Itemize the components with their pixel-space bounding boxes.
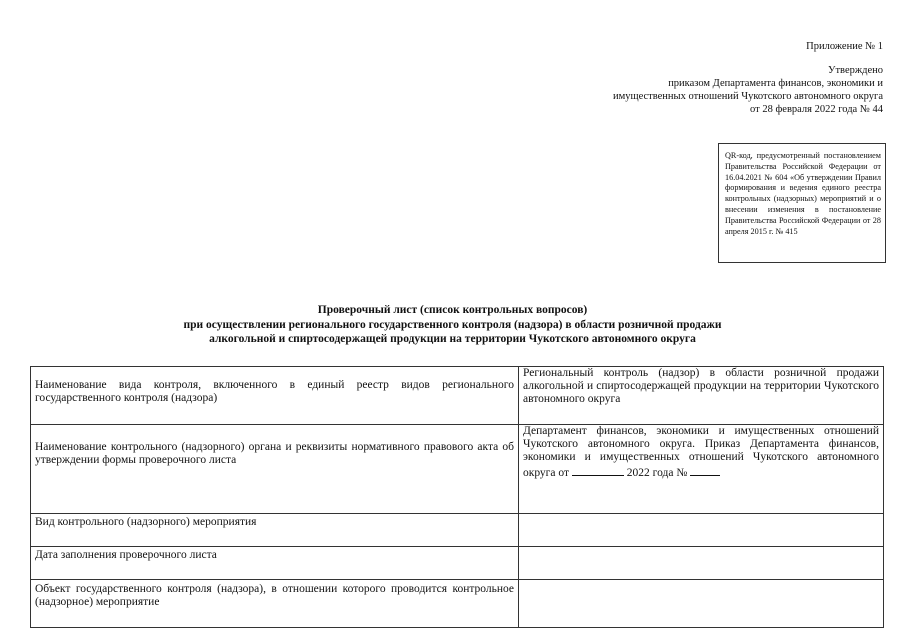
- approval-line: от 28 февраля 2022 года № 44: [750, 104, 883, 115]
- approval-line: Утверждено: [828, 65, 883, 76]
- row-label: Вид контрольного (надзорного) мероприятия: [31, 514, 519, 547]
- approval-line: имущественных отношений Чукотского автономного округа: [612, 91, 883, 102]
- qr-code-note: QR-код, предусмотренный постановлением Правительства Российской Федерации от 16.04.2021 № 604 «Об утверждении Правил формирования и ведения единого реестра контрольных (надзорных) мероприятий и о внесении изменения в постановление Правительства Российской Федерации от 28 апреля 2015 г. № 415: [725, 151, 881, 236]
- order-text: Департамент финансов, экономики и имущественных отношений Чукотского автономного округа. Приказ Департамента финансов, экономики и имущественных отношений Чукотского автономного округа от: [523, 425, 879, 479]
- row-label: Наименование вида контроля, включенного в единый реестр видов регионального государственного контроля (надзора): [31, 367, 519, 425]
- row-label: Дата заполнения проверочного листа: [31, 547, 519, 580]
- table-row: [31, 514, 884, 547]
- checklist-table: [30, 366, 884, 628]
- table-row: [31, 580, 884, 628]
- row-label: Наименование контрольного (надзорного) органа и реквизиты нормативного правового акта об утверждении формы проверочного листа: [31, 425, 519, 514]
- title-line: при осуществлении регионального государственного контроля (надзора) в области розничной продажи: [183, 318, 722, 331]
- approval-line: приказом Департамента финансов, экономики и: [668, 78, 883, 89]
- table-row: [31, 547, 884, 580]
- row-value-field[interactable]: [519, 580, 884, 628]
- row-value: [519, 425, 884, 514]
- document-title: [0, 303, 905, 347]
- row-value-field[interactable]: [519, 547, 884, 580]
- row-value-field[interactable]: [519, 514, 884, 547]
- date-blank[interactable]: [572, 464, 624, 476]
- title-line: алкогольной и спиртосодержащей продукции на территории Чукотского автономного округа: [209, 333, 696, 345]
- qr-code-box: [718, 143, 886, 263]
- row-value: Региональный контроль (надзор) в области розничной продажи алкогольной и спиртосодержащей продукции на территории Чукотского автономного округа: [519, 367, 884, 425]
- approval-block: [563, 64, 883, 116]
- title-line: Проверочный лист (список контрольных вопросов): [317, 304, 588, 316]
- order-year: 2022: [626, 467, 650, 479]
- appendix-label: Приложение № 1: [806, 41, 883, 52]
- number-blank[interactable]: [690, 464, 720, 476]
- table-row: [31, 367, 884, 425]
- table-row: [31, 425, 884, 514]
- order-number-prefix: года №: [652, 467, 688, 479]
- row-label: Объект государственного контроля (надзора), в отношении которого проводится контрольное (надзорное) мероприятие: [31, 580, 519, 628]
